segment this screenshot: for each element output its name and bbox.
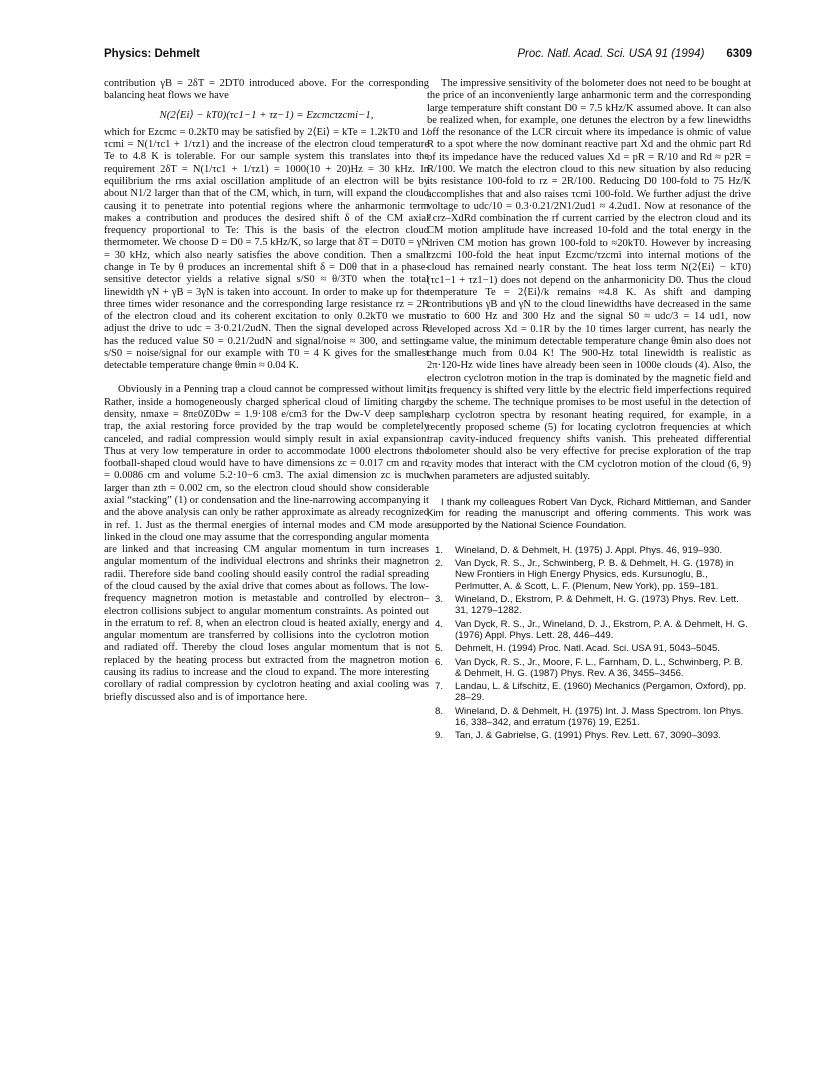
- journal-name: Proc. Natl. Acad. Sci. USA 91 (1994): [517, 48, 705, 60]
- left-column: [104, 78, 429, 704]
- reference-list: [427, 545, 751, 742]
- running-head: Physics: Dehmelt: [104, 48, 200, 60]
- page-number: 6309: [726, 48, 752, 60]
- reference-item: 5. Dehmelt, H. (1994) Proc. Natl. Acad. Sci. USA 91, 5043–5045.: [435, 643, 721, 655]
- reference-item: 9. Tan, J. & Gabrielse, G. (1991) Phys. Rev. Lett. 67, 3090–3093.: [435, 730, 721, 742]
- equation: N(2⟨Ei⟩ − kT0)(τc1−1 + τz−1) = Ezcmcτzcmi−1,: [159, 108, 374, 121]
- paragraph: contribution γB = 2δT = 2DT0 introduced above. For the corresponding balancing heat flows we have: [104, 78, 429, 102]
- reference-item: 3. Wineland, D., Ekstrom, P. & Dehmelt, H. G. (1973) Phys. Rev. Lett. 31, 1279–1282.: [435, 594, 739, 617]
- reference-item: 4. Van Dyck, R. S., Jr., Wineland, D. J., Ekstrom, P. A. & Dehmelt, H. G. (1976) Appl. Phys. Lett. 28, 446–449.: [435, 618, 748, 641]
- reference-item: 2. Van Dyck, R. S., Jr., Schwinberg, P. B. & Dehmelt, H. G. (1978) in New Frontiers in High Energy Physics, eds. Kursunoglu, B., Perlmutter, A. & Scott, L. F. (Plenum, New York), pp. 159–181.: [435, 558, 734, 592]
- journal-citation: [517, 48, 752, 60]
- acknowledgment: I thank my colleagues Robert Van Dyck, Richard Mittleman, and Sander Kim for reading the manuscript and offering comments. This work was supported by the National Science Foundation.: [427, 497, 751, 531]
- paragraph: Obviously in a Penning trap a cloud cannot be compressed without limit. Rather, inside a homogeneously charged spherical cloud of limiting charge density, nmaxe = 8πε0Z0Dw = 1.9·108 e/cm3 for the Dw-V deep sample trap, the axial restoring force provided by the trap would be completely canceled, and radial compression would simply result in axial expansion. Thus at very low temperature in order to accommodate 1000 electrons the football-shaped cloud would have to have dimensions zc = 0.017 cm and rc = 0.0086 cm and volume 5.2·10−6 cm3. The axial dimension zc is much larger than zth = 0.002 cm, so the electron cloud should show considerable axial “stacking” (1) or condensation and the line-narrowing accompanying it and the above analysis can only be rather approximate as already recognized in ref. 1. Just as the thermal energies of internal modes and CM mode are linked in the cloud one may assume that the corresponding angular momenta are linked and that increasing CM angular momentum in turn increases angular momentum of the individual electrons and shrinks their magnetron radii. Therefore side band cooling should easily control the radial spreading of the cloud caused by the axial drive that comes about as follows. The low-frequency magnetron motion is metastable and controlled by electron–electron collisions subject to angular momentum constraints. As pointed out in the erratum to ref. 8, when an electron cloud is heated axially, energy and angular momentum are transferred by collisions into the cyclotron motion and radiated off. Thereby the cloud loses angular momentum that is not replaced by the heating process but extracted from the magnetron motion causing its radius to increase and the cloud to expand. The more interesting corollary of radial compression by cyclotron heating and axial cooling was briefly discussed also and is of importance here.: [104, 384, 429, 703]
- reference-item: 7. Landau, L. & Lifschitz, E. (1960) Mechanics (Pergamon, Oxford), pp. 28–29.: [435, 681, 747, 704]
- reference-item: 6. Van Dyck, R. S., Jr., Moore, F. L., Farnham, D. L., Schwinberg, P. B. & Dehmelt, H. G. (1987) Phys. Rev. A 36, 3455–3456.: [435, 656, 744, 679]
- reference-item: 1. Wineland, D. & Dehmelt, H. (1975) J. Appl. Phys. 46, 919–930.: [435, 544, 723, 556]
- right-column: [427, 78, 751, 744]
- paragraph: which for Ezcmc = 0.2kT0 may be satisfied by 2⟨Ei⟩ = kTe = 1.2kT0 and 1/τcmi = N(1/τc1 + 1/τz1) and the increase of the electron cloud temperature Te to 4.8 K is tolerable. For our sample system this translates into the requirement 2δT = N(1/τc1 + 1/τz1) = 1000(10 + 20)Hz = 30 kHz. In equilibrium the rms axial oscillation amplitude of an electron will be by about N1/2 larger than that of the CM, which, in turn, will expand the cloud causing it to penetrate into potential regions where the anharmonic term makes a contribution and produces the desired shift δ of the CM axial frequency proportional to Te: This is the basis of the electron cloud thermometer. We choose D = D0 = 7.5 kHz/K, so large that δT = D0T0 = γN = 30 kHz, which also nearly satisfies the above condition. Then a small change in Te by θ produces an incremental shift δ = D0θ that in a phase-sensitive detector yields a relative signal s/S0 ≈ θ/3T0 when the total linewidth γN + γB = 3γN is taken into account. In order to make up for the three times wider resonance and the corresponding large resistance rz = 2R of the electron cloud and its coherent excitation to only 0.2kT0 we must adjust the drive to udc = 3·0.21/2udN. Then the signal developed across R has the reduced value S0 = 0.21/2udN and signal/noise ≈ 300, and setting s/S0 = noise/signal for our example with T0 = 4 K gives for the smallest detectable temperature change θmin ≈ 0.04 K.: [104, 126, 429, 372]
- paragraph: The impressive sensitivity of the bolometer does not need to be bought at the price of an inconveniently large anharmonic term and the corresponding large temperature shift constant D0 = 7.5 kHz/K assumed above. It can also be realized when, for example, one detunes the electron by a few linewidths off the resonance of the LCR circuit where its impedance is ohmic of value R to a spot where the now dominant reactive part Xd and the ohmic part Rd of its impedance have the reduced values Xd = pR = R/10 and Rd ≈ p2R = R/100. We match the electron cloud to this new situation by also reducing its resistance 100-fold to rz = 2R/100. Reducing D0 100-fold to 75 Hz/K accomplishes that and also raises τcmi 100-fold. We further adjust the drive voltage to udc/10 = 0.3·0.21/2N1/2ud1 ≈ 4.2ud1. Now at resonance of the ℓcrz–XdRd combination the rf current carried by the electron cloud and its CM motion amplitude have increased 10-fold and the total energy in the driven CM motion has grown 100-fold to ≈20kT0. However by increasing τzcmi 100-fold the heat input Ezcmc/τzcmi into internal motions of the cloud has remained nearly constant. The heat loss term N(2⟨Ei⟩ − kT0) (τc1−1 + τz1−1) does not depend on the anharmonicity D0. Thus the cloud temperature Te = 2⟨Ei⟩/k remains ≈4.8 K. As shift and damping contributions γB and γN to the cloud linewidths have decreased in the same ratio to 600 Hz and 300 Hz and the signal S0 ≈ udc/3 = 14 ud1, now developed across Xd = 0.1R by the 10 times larger current, has nearly the same value, the minimum detectable temperature change θmin also does not change much from 0.04 K! The 900-Hz total linewidth is realistic as 2π·120-Hz wide lines have already been seen in 1000e clouds (4). Also, the electron cyclotron motion in the trap is dominated by the magnetic field and its frequency is shifted very little by the electric field imperfections required by the scheme. The technique promises to be most useful in the detection of sharp cyclotron spectra by resonant heating required, for example, in a recently proposed scheme (5) for locating cyclotron frequencies at which trap cavity-induced frequency shifts vanish. This preheated differential bolometer should also be very effective for precise exploration of the trap cavity modes that interact with the CM cyclotron motion of the cloud (6, 9) when parameters are adjusted suitably.: [427, 78, 751, 482]
- reference-item: 8. Wineland, D. & Dehmelt, H. (1975) Int. J. Mass Spectrom. Ion Phys. 16, 338–342, and erratum (1976) 19, E251.: [435, 705, 744, 729]
